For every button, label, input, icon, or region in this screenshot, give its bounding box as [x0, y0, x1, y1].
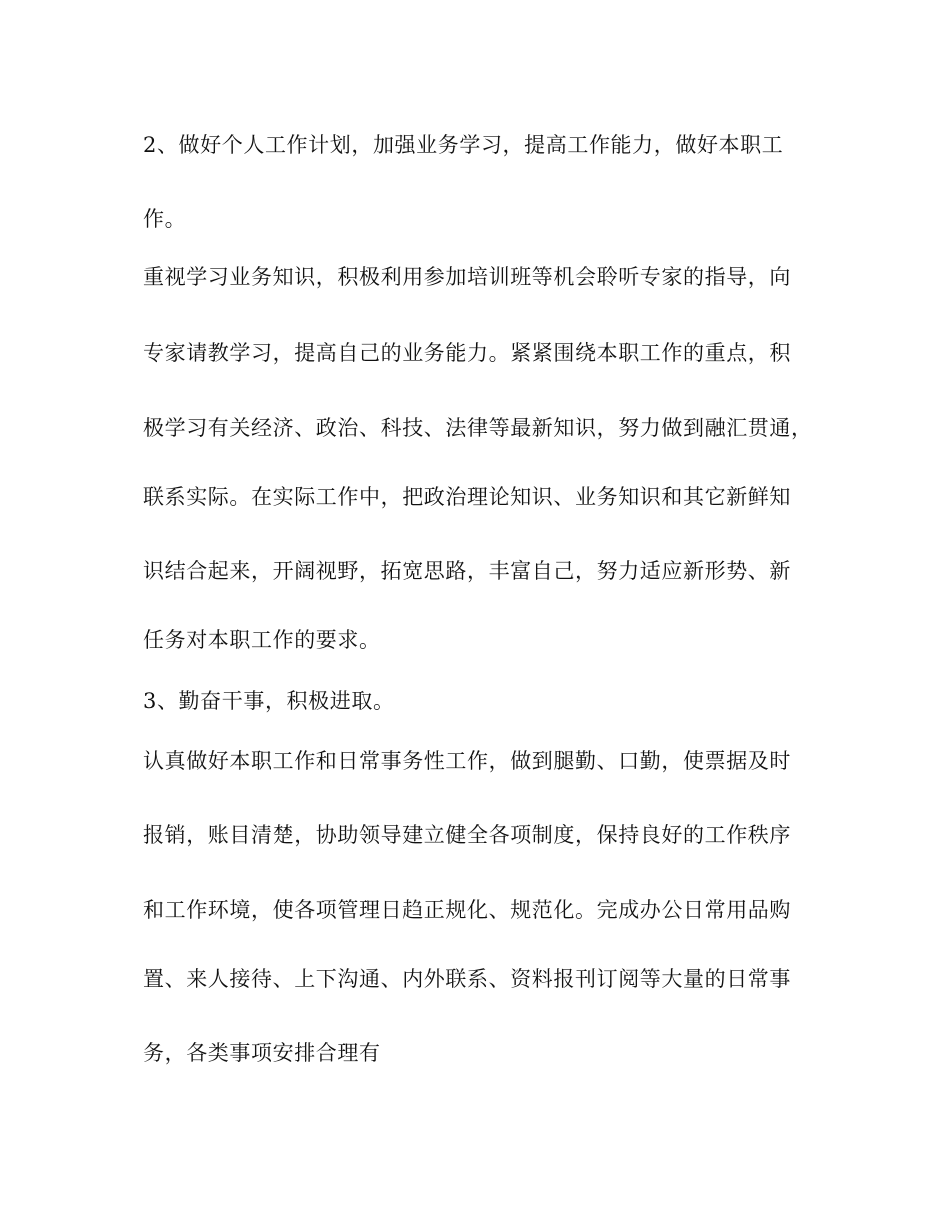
- text-line-9: 3、勤奋干事，积极进取。: [143, 689, 395, 713]
- text-line-2: 作。: [143, 207, 187, 231]
- text-line-5: 极学习有关经济、政治、科技、法律等最新知识，努力做到融汇贯通，: [143, 416, 813, 440]
- text-line-1: 2、做好个人工作计划，加强业务学习，提高工作能力，做好本职工: [143, 133, 784, 157]
- text-line-14: 务，各类事项安排合理有: [143, 1041, 381, 1065]
- text-line-6: 联系实际。在实际工作中，把政治理论知识、业务知识和其它新鲜知: [143, 485, 791, 509]
- text-line-8: 任务对本职工作的要求。: [143, 628, 381, 652]
- text-line-12: 和工作环境，使各项管理日趋正规化、规范化。完成办公日常用品购: [143, 898, 791, 922]
- text-line-10: 认真做好本职工作和日常事务性工作，做到腿勤、口勤，使票据及时: [143, 749, 791, 773]
- text-line-4: 专家请教学习，提高自己的业务能力。紧紧围绕本职工作的重点，积: [143, 341, 791, 365]
- text-line-3: 重视学习业务知识，积极利用参加培训班等机会聆听专家的指导，向: [143, 265, 791, 289]
- text-line-13: 置、来人接待、上下沟通、内外联系、资料报刊订阅等大量的日常事: [143, 967, 791, 991]
- text-line-7: 识结合起来，开阔视野，拓宽思路，丰富自己，努力适应新形势、新: [143, 559, 791, 583]
- text-line-11: 报销，账目清楚，协助领导建立健全各项制度，保持良好的工作秩序: [143, 823, 791, 847]
